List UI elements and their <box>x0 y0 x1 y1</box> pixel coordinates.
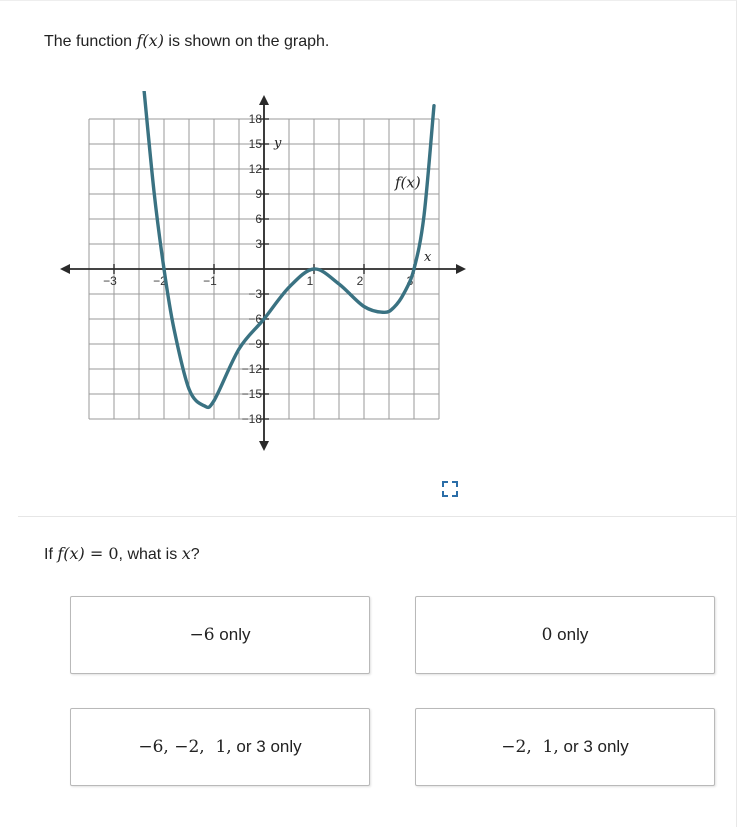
x-axis-label: x <box>424 250 432 265</box>
section-divider <box>18 516 736 517</box>
x-tick-label: −3 <box>103 274 117 288</box>
function-label: f(x) <box>395 173 421 192</box>
y-tick-label: 3 <box>255 237 262 251</box>
question-before: If <box>44 546 58 563</box>
y-tick-label: −9 <box>248 337 262 351</box>
axes <box>64 99 462 447</box>
choice-c-text: or 3 only <box>231 737 302 756</box>
intro-text <box>44 31 329 52</box>
y-tick-label: 12 <box>248 162 262 176</box>
choice-d-math: −2, 1, <box>501 737 559 757</box>
y-tick-label: 18 <box>248 112 262 126</box>
choice-b-math: 0 <box>541 625 553 645</box>
choice-b-text: only <box>552 625 589 644</box>
x-tick-label: 1 <box>306 274 314 288</box>
graph-svg <box>60 91 480 461</box>
intro-text-after: is shown on the graph. <box>163 33 330 50</box>
question-equation-eq: = 0 <box>84 544 119 563</box>
answer-choice-d[interactable] <box>415 708 715 786</box>
expand-icon[interactable] <box>440 479 460 499</box>
y-tick-label: −6 <box>248 312 262 326</box>
y-tick-label: 9 <box>255 187 262 201</box>
choice-a-text: only <box>214 625 251 644</box>
expand-icon-glyph <box>440 479 460 499</box>
x-tick-label: 2 <box>356 274 364 288</box>
choice-c-math: −6, −2, 1, <box>138 737 232 757</box>
y-tick-label: 15 <box>248 137 262 151</box>
function-graph <box>60 91 480 466</box>
answer-choice-b[interactable] <box>415 596 715 674</box>
intro-text-before: The function <box>44 33 137 50</box>
y-axis-label: y <box>274 136 282 151</box>
question-variable: x <box>181 544 191 563</box>
answer-choice-c[interactable] <box>70 708 370 786</box>
x-tick-label: −2 <box>153 274 167 288</box>
choice-d-text: or 3 only <box>558 737 629 756</box>
y-tick-label: 6 <box>255 212 262 226</box>
x-tick-label: −1 <box>203 274 217 288</box>
intro-function: f(x) <box>136 31 164 50</box>
y-tick-label: −18 <box>241 412 262 426</box>
y-tick-label: −15 <box>241 387 262 401</box>
choice-a-math: −6 <box>189 625 215 645</box>
x-tick-label: 3 <box>406 274 414 288</box>
y-tick-label: −3 <box>248 287 262 301</box>
question-text <box>44 543 200 566</box>
question-equation-func: f(x) <box>57 544 85 563</box>
y-tick-label: −12 <box>241 362 262 376</box>
graph-labels <box>273 136 432 265</box>
question-middle: , what is <box>118 546 182 563</box>
question-after: ? <box>190 546 200 563</box>
answer-choice-a[interactable] <box>70 596 370 674</box>
